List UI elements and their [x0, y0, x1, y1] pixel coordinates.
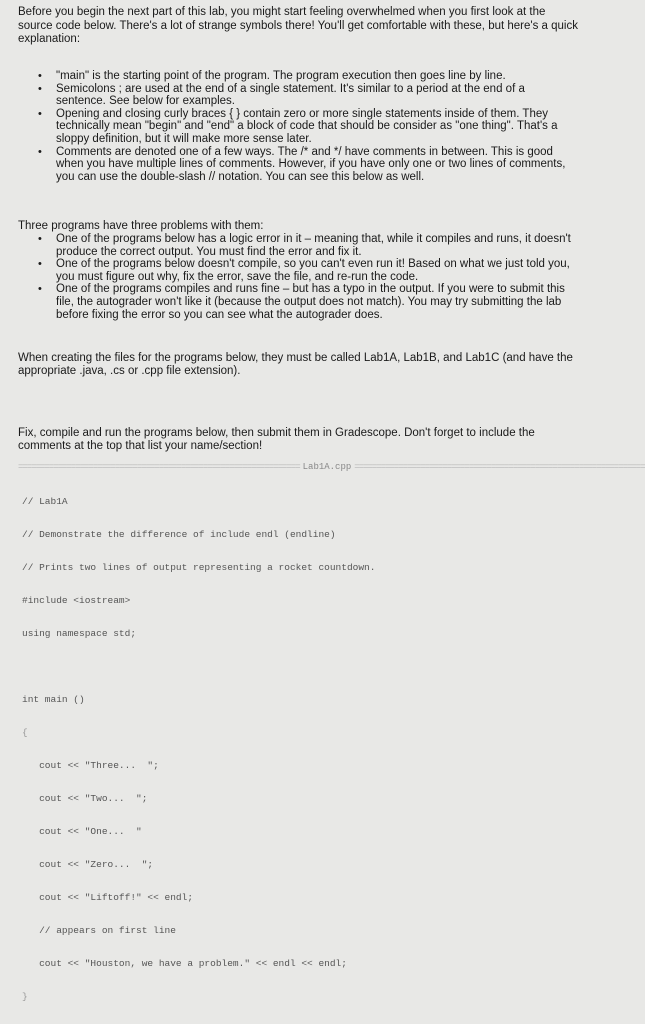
code-filename: Lab1A.cpp [302, 462, 352, 472]
bullet-icon: • [38, 233, 42, 245]
list-item: • Comments are denoted one of a few ways. The /* and */ have comments in between. This is good when you have multiple lines of comments. However, if you have only one or two lines of comments, you can use the double-slash // notation. You can see this below as well. [38, 145, 566, 183]
code-line: cout << "Liftoff!" << endl; [22, 892, 194, 903]
submit-instructions: Fix, compile and run the programs below, then submit them in Gradescope. Don't forget to include the comments at the top that list your name/section! [18, 427, 535, 452]
explanation-list [38, 70, 573, 183]
list-item: • Opening and closing curly braces { } contain zero or more single statements inside of them. They technically mean "begin" and "end" a block of code that should be consider as "one thing". That's a sloppy definition, but it will make more sense later. [38, 107, 558, 145]
code-line: #include <iostream> [22, 595, 131, 606]
code-file-header [18, 462, 645, 472]
code-line: cout << "One... " [22, 826, 142, 837]
code-line: { [22, 727, 28, 738]
code-line: cout << "Three... "; [22, 760, 159, 771]
bullet-icon: • [38, 258, 42, 271]
divider: ================================================================== [354, 462, 645, 472]
code-line [22, 661, 562, 672]
bullet-icon: • [38, 70, 42, 82]
code-listing [22, 474, 562, 1024]
code-line: cout << "Houston, we have a problem." << endl << endl; [22, 958, 347, 969]
list-item: • "main" is the starting point of the program. The program execution then goes line by line. [38, 70, 506, 82]
bullet-icon: • [38, 283, 42, 296]
divider: ================================================================ [18, 462, 300, 472]
code-line: // Demonstrate the difference of include endl (endline) [22, 529, 336, 540]
list-item: • Semicolons ; are used at the end of a single statement. It's similar to a period at the end of a sentence. See below for examples. [38, 82, 525, 108]
problems-list [38, 233, 573, 321]
code-line: } [22, 991, 28, 1002]
intro-paragraph: Before you begin the next part of this lab, you might start feeling overwhelmed when you first look at the source code below. There's a lot of strange symbols there! You'll get comfortable with these, but here's a quick explanation: [18, 6, 578, 45]
code-line: // Prints two lines of output representing a rocket countdown. [22, 562, 376, 573]
file-naming-note: When creating the files for the programs below, they must be called Lab1A, Lab1B, and Lab1C (and have the appropriate .java, .cs or .cpp file extension). [18, 352, 573, 377]
problems-heading: Three programs have three problems with them: [18, 220, 264, 232]
code-line: cout << "Two... "; [22, 793, 148, 804]
bullet-icon: • [38, 82, 42, 95]
code-line: int main () [22, 694, 85, 705]
list-item: • One of the programs below doesn't compile, so you can't even run it! Based on what we just told you, you must figure out why, fix the error, save the file, and re-run the code. [38, 258, 570, 283]
list-item: • One of the programs compiles and runs fine – but has a typo in the output. If you were to submit this file, the autograder won't like it (because the output does not match). You may try submitting the lab before fixing the error so you can see what the autograder does. [38, 283, 565, 321]
bullet-icon: • [38, 107, 42, 120]
code-line: using namespace std; [22, 628, 137, 639]
list-item: • One of the programs below has a logic error in it – meaning that, while it compiles and runs, it doesn't produce the correct output. You must find the error and fix it. [38, 233, 571, 258]
code-line: // Lab1A [22, 496, 68, 507]
code-line: // appears on first line [22, 925, 176, 936]
code-line: cout << "Zero... "; [22, 859, 154, 870]
bullet-icon: • [38, 145, 42, 158]
